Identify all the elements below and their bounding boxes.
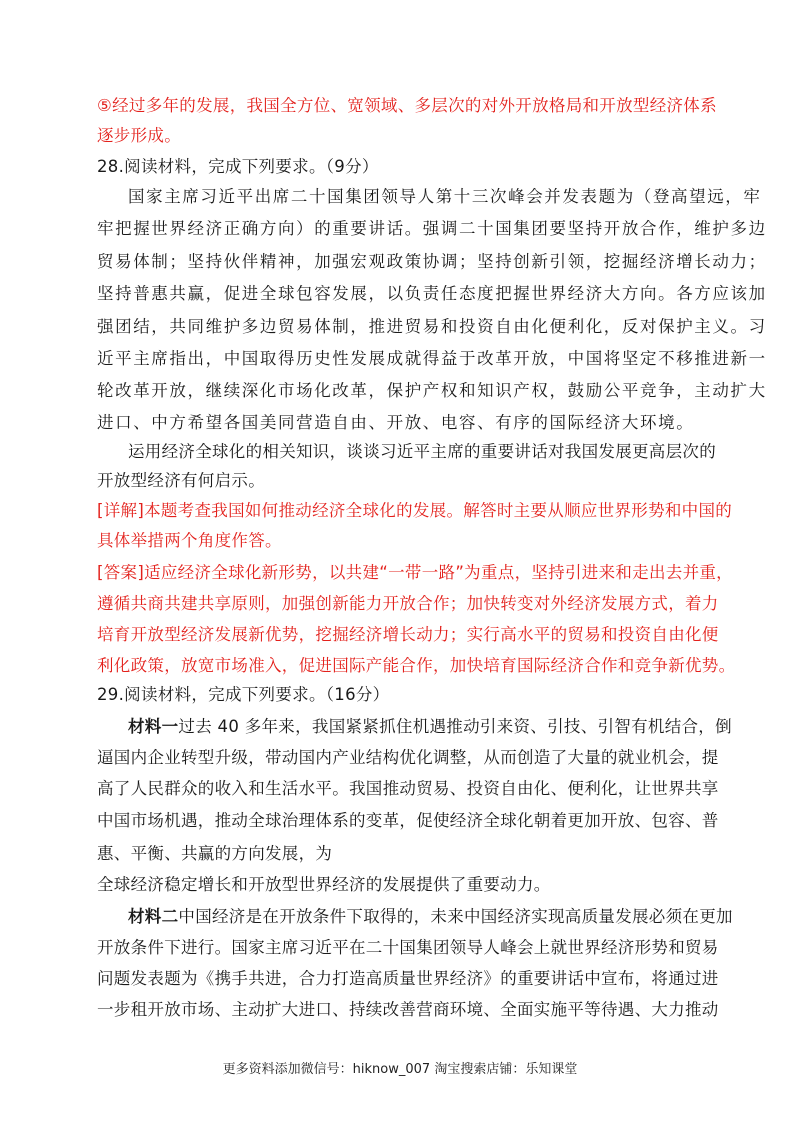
q28-answer-line: 利化政策，放宽市场准入，促进国际产能合作，加快培育国际经济合作和竞争新优势。 [97,656,736,675]
q28-question-line: 运用经济全球化的相关知识，谈谈习近平主席的重要讲话对我国发展更高层次的 [128,442,716,461]
q29-material1-line: 逼国内企业转型升级，带动国内产业结构优化调整，从而创造了大量的就业机会，提 [97,748,719,767]
material1-label: 材料一 [128,717,179,736]
q28-answer-line: [答案]适应经济全球化新形势，以共建“一带一路”为重点，坚持引进来和走出去并重， [97,563,733,582]
q29-material1-line: 中国市场机遇，推动全球治理体系的变革，促使经济全球化朝着更加开放、包容、普 [97,811,719,830]
q29-material1-line: 高了人民群众的收入和生活水平。我国推动贸易、投资自由化、便利化，让世界共享 [97,779,719,798]
q29-material1-line: 全球经济稳定增长和开放型世界经济的发展提供了重要动力。 [97,875,551,894]
q29-material2-line: 一步租开放市场、主动扩大进口、持续改善营商环境、全面实施平等待遇、大力推动 [97,1000,719,1019]
q28-material-line: 近平主席指出，中国取得历史性发展成就得益于改革开放，中国将坚定不移推进新一 [97,349,767,368]
q29-header: 29.阅读材料，完成下列要求。（16分） [97,685,390,704]
q29-material2-line: 开放条件下进行。国家主席习近平在二十国集团领导人峰会上就世界经济形势和贸易 [97,938,719,957]
q28-material-line: 国家主席习近平出席二十国集团领导人第十三次峰会并发表题为（登高望远，牢 [128,187,762,206]
q29-material2-line: 材料二中国经济是在开放条件下取得的，未来中国经济实现高质量发展必须在更加 [128,907,733,926]
material2-label: 材料二 [128,907,179,926]
q28-material-line: 贸易体制；坚持伙伴精神，加强宏观政策协调；坚持创新引领，挖掘经济增长动力； [97,252,767,271]
intro-line-2: 逐步形成。 [97,126,181,145]
q28-material-line: 进口、中方希望各国美同营造自由、开放、电容、有序的国际经济大环境。 [97,413,695,432]
intro-line-1: ⑤经过多年的发展，我国全方位、宽领域、多层次的对外开放格局和开放型经济体系 [97,96,717,115]
q28-answer-line: 培育开放型经济发展新优势，挖掘经济增长动力；实行高水平的贸易和投资自由化便 [97,625,719,644]
q28-detail-line: [详解]本题考查我国如何推动经济全球化的发展。解答时主要从顺应世界形势和中国的 [97,501,733,520]
q28-answer-line: 遵循共商共建共享原则，加强创新能力开放合作；加快转变对外经济发展方式，着力 [97,594,719,613]
q29-material1-line: 材料一过去 40 多年来，我国紧紧抓住机遇推动引来资、引技、引智有机结合，倒 [128,717,732,736]
q28-question-line: 开放型经济有何启示。 [97,471,265,490]
q28-detail-line: 具体举措两个角度作答。 [97,531,282,550]
page-footer: 更多资料添加微信号：hiknow_007 淘宝搜索店铺：乐知课堂 [222,1062,578,1077]
q28-header: 28.阅读材料，完成下列要求。（9分） [97,157,379,176]
q28-material-line: 坚持普惠共赢，促进全球包容发展，以负责任态度把握世界经济大方向。各方应该加 [97,284,767,303]
q29-material1-line: 惠、平衡、共赢的方向发展，为 [97,844,333,863]
q29-material2-line: 问题发表题为《携手共进，合力打造高质量世界经济》的重要讲话中宣布，将通过进 [97,969,719,988]
q28-material-line: 轮改革开放，继续深化市场化改革，保护产权和知识产权，鼓励公平竞争，主动扩大 [97,381,767,400]
q28-material-line: 强团结，共同维护多边贸易体制，推进贸易和投资自由化便利化，反对保护主义。习 [97,317,767,336]
q28-material-line: 牢把握世界经济正确方向）的重要讲话。强调二十国集团要坚持开放合作，维护多边 [97,219,767,238]
